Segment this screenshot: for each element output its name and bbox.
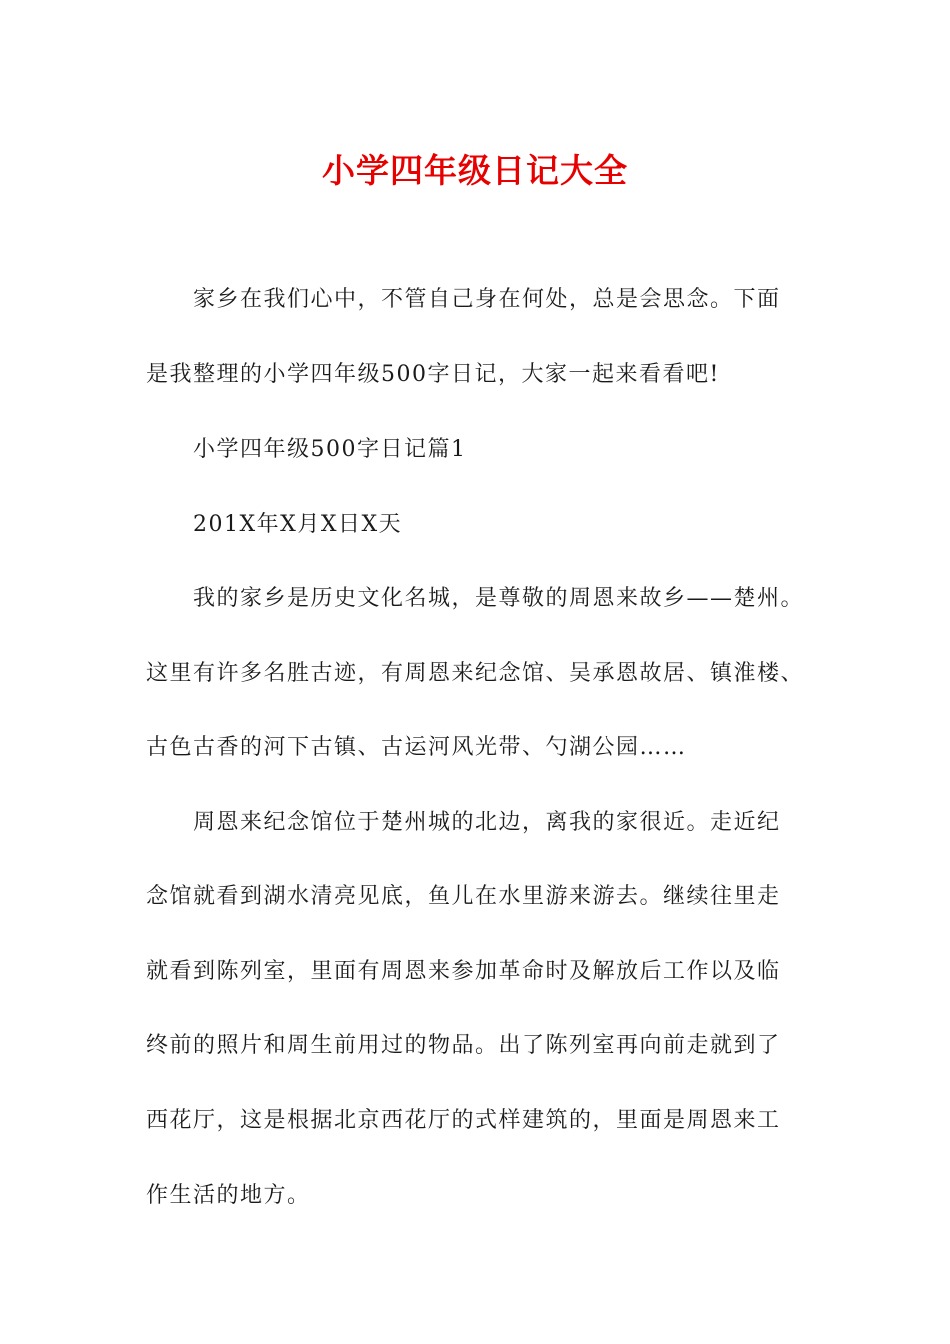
paragraph-line: 是我整理的小学四年级500字日记，大家一起来看看吧! [146, 362, 720, 387]
paragraph-line: 这里有许多名胜古迹，有周恩来纪念馆、吴承恩故居、镇淮楼、 [146, 661, 805, 686]
paragraph-line: 作生活的地方。 [146, 1183, 311, 1208]
paragraph-line: 念馆就看到湖水清亮见底，鱼儿在水里游来游去。继续往里走 [146, 884, 781, 909]
diary-date: 201X年X月X日X天 [193, 512, 403, 537]
paragraph-line: 我的家乡是历史文化名城，是尊敬的周恩来故乡——楚州。 [193, 586, 805, 611]
document-title: 小学四年级日记大全 [322, 151, 628, 190]
paragraph-line: 西花厅，这是根据北京西花厅的式样建筑的，里面是周恩来工 [146, 1108, 781, 1133]
paragraph-line: 古色古香的河下古镇、古运河风光带、勺湖公园…… [146, 735, 687, 760]
section-heading: 小学四年级500字日记篇1 [193, 437, 467, 462]
paragraph-line: 就看到陈列室，里面有周恩来参加革命时及解放后工作以及临 [146, 959, 781, 984]
paragraph-line: 周恩来纪念馆位于楚州城的北边，离我的家很近。走近纪 [193, 810, 781, 835]
paragraph-line: 家乡在我们心中，不管自己身在何处，总是会思念。下面 [193, 287, 781, 312]
paragraph-line: 终前的照片和周生前用过的物品。出了陈列室再向前走就到了 [146, 1033, 781, 1058]
